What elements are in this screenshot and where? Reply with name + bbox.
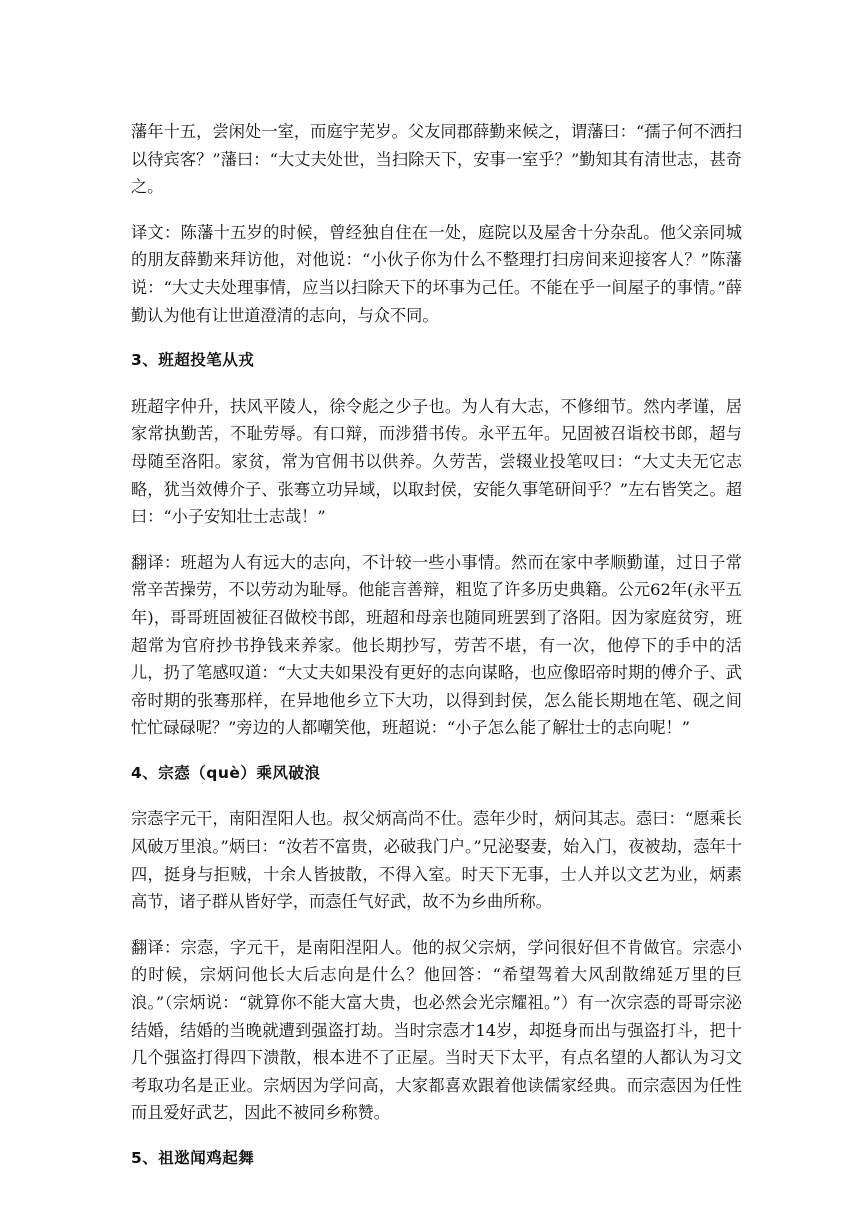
paragraph-zong-que-translation: 翻译：宗悫，字元干，是南阳涅阳人。他的叔父宗炳，学问很好但不肯做官。宗悫小的时候，宗炳问他长大后志向是什么？他回答：“希望驾着大风刮散绵延万里的巨浪。”（宗炳说：“就算你不能大富大贵，也必然会光宗耀祖。”）有一次宗悫的哥哥宗泌结婚，结婚的当晚就遭到强盗打劫。当时宗悫才14岁，却挺身而出与强盗打斗，把十几个强盗打得四下溃散，根本进不了正屋。当时天下太平，有点名望的人都认为习文考取功名是正业。宗炳因为学问高，大家都喜欢跟着他读儒家经典。而宗悫因为任性而且爱好武艺，因此不被同乡称赞。 bbox=[131, 937, 742, 1123]
paragraph-zong-que-original: 宗悫字元干，南阳涅阳人也。叔父炳高尚不仕。悫年少时，炳问其志。悫曰：“愿乘长风破万里浪。”炳曰：“汝若不富贵，必破我门户。”兄泌娶妻，始入门，夜被劫，悫年十四，挺身与拒贼，十余人皆披散，不得入室。时天下无事，士人并以文艺为业，炳素高节，诸子群从皆好学，而悫任气好武，故不为乡曲所称。 bbox=[131, 809, 742, 912]
paragraph-chen-fan-translation: 译文：陈藩十五岁的时候，曾经独自住在一处，庭院以及屋舍十分杂乱。他父亲同城的朋友薛勤来拜访他，对他说：“小伙子你为什么不整理打扫房间来迎接客人？”陈藩说：“大丈夫处理事情，应当以扫除天下的坏事为己任。不能在乎一间屋子的事情。”薛勤认为他有让世道澄清的志向，与众不同。 bbox=[131, 222, 742, 325]
section-heading-zu-ti: 5、祖逖闻鸡起舞 bbox=[131, 1149, 255, 1167]
section-heading-zong-que: 4、宗悫（què）乘风破浪 bbox=[131, 763, 321, 782]
document-page bbox=[131, 118, 742, 1173]
section-heading-ban-chao: 3、班超投笔从戎 bbox=[131, 351, 255, 370]
paragraph-chen-fan-original: 藩年十五，尝闲处一室，而庭宇芜岁。父友同郡薛勤来候之，谓藩曰：“孺子何不洒扫以待宾客？”藩曰：“大丈夫处世，当扫除天下，安事一室乎？”勤知其有清世志，甚奇之。 bbox=[131, 122, 742, 197]
paragraph-ban-chao-original: 班超字仲升，扶风平陵人，徐令彪之少子也。为人有大志，不修细节。然内孝谨，居家常执勤苦，不耻劳辱。有口辩，而涉猎书传。永平五年。兄固被召诣校书郎，超与母随至洛阳。家贫，常为官佣书以供养。久劳苦，尝辍业投笔叹曰：“大丈夫无它志略，犹当效傅介子、张骞立功异域，以取封侯，安能久事笔研间乎？”左右皆笑之。超曰：“小子安知壮士志哉！” bbox=[131, 396, 742, 527]
paragraph-ban-chao-translation: 翻译：班超为人有远大的志向，不计较一些小事情。然而在家中孝顺勤谨，过日子常常辛苦操劳，不以劳动为耻辱。他能言善辩，粗览了许多历史典籍。公元62年(永平五年)，哥哥班固被征召做校书郎，班超和母亲也随同班罢到了洛阳。因为家庭贫穷，班超常为官府抄书挣钱来养家。他长期抄写，劳苦不堪，有一次，他停下的手中的活儿，扔了笔感叹道：“大丈夫如果没有更好的志向谋略，也应像昭帝时期的傅介子、武帝时期的张骞那样，在异地他乡立下大功，以得到封侯，怎么能长期地在笔、砚之间忙忙碌碌呢？”旁边的人都嘲笑他，班超说：“小子怎么能了解壮士的志向呢！” bbox=[131, 552, 742, 738]
